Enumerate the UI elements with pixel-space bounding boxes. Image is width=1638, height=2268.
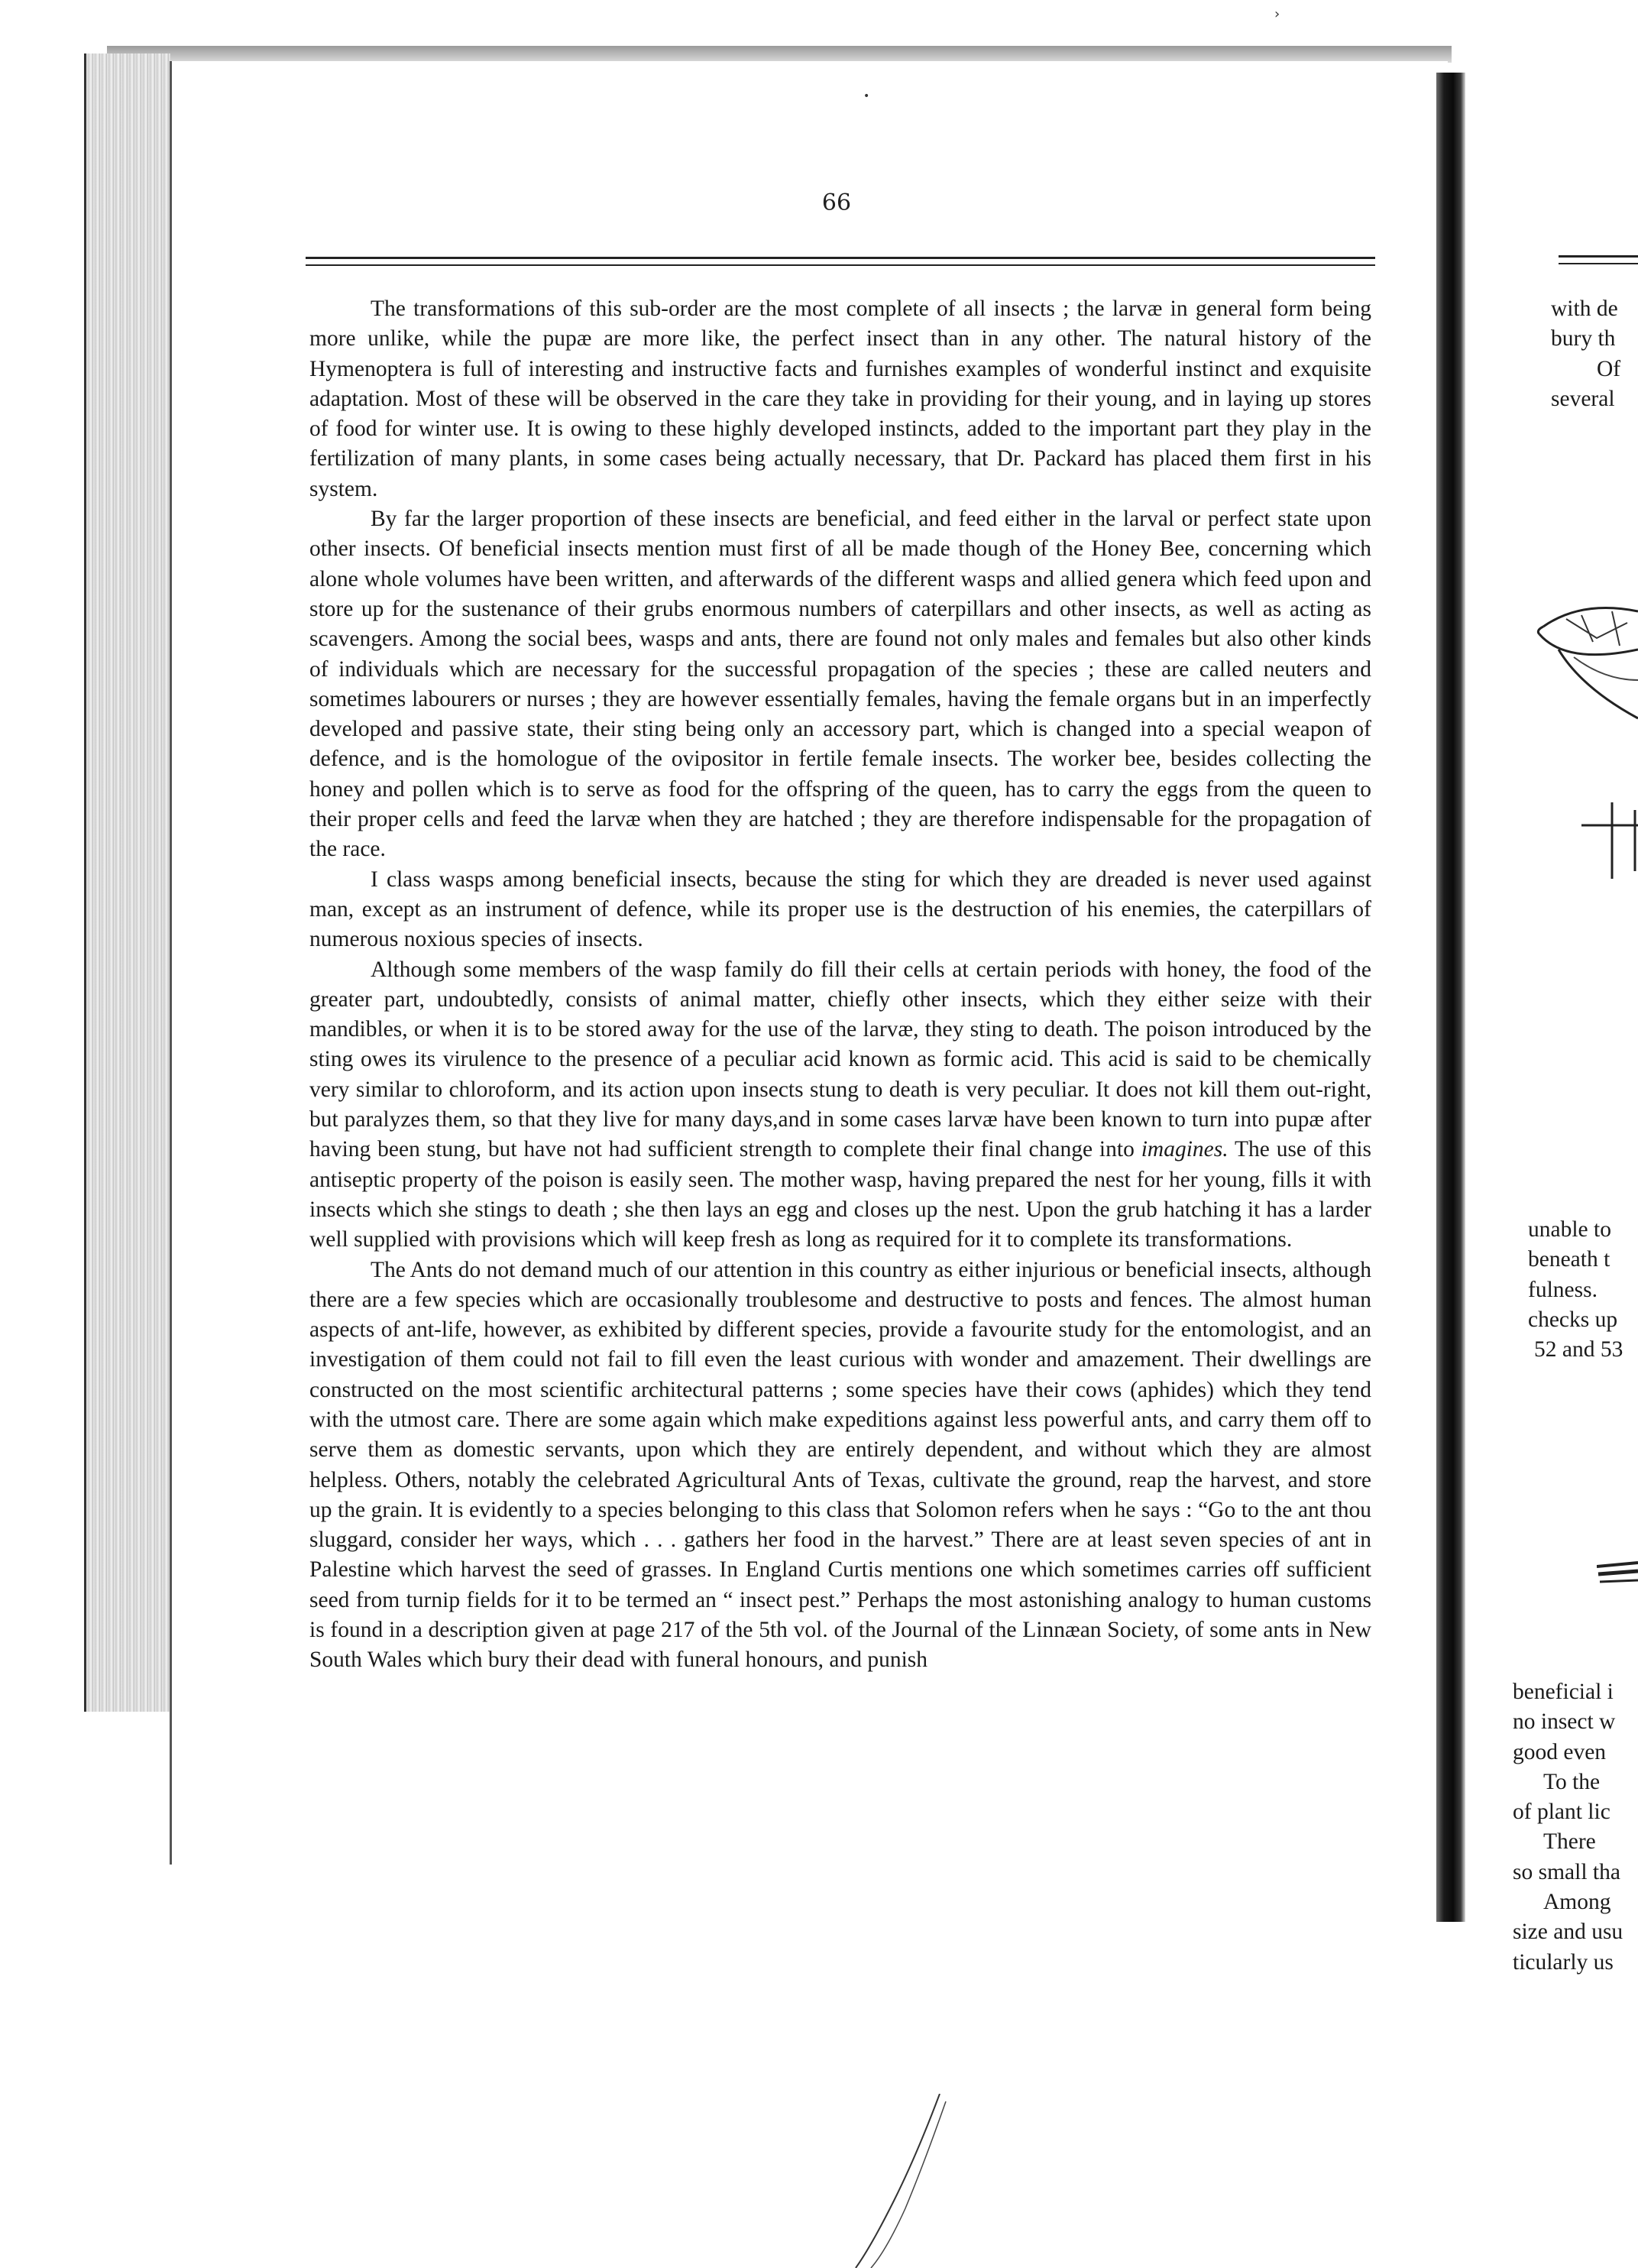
right-line: Among: [1543, 1890, 1611, 1915]
right-page-text-bottom: [1513, 1677, 1623, 1978]
body-text: [309, 294, 1371, 1676]
right-line: There: [1543, 1829, 1596, 1855]
right-line: of plant lic: [1513, 1800, 1610, 1825]
insect-part-illustration: [1597, 1551, 1638, 1597]
right-page-text-top: [1551, 294, 1620, 414]
book-gutter: [1436, 73, 1465, 1922]
paragraph-4: [309, 955, 1371, 1256]
right-line: checks up: [1528, 1307, 1618, 1332]
right-line: fulness.: [1528, 1277, 1598, 1302]
paragraph-3: I class wasps among beneficial insects, because the sting for which they are dreaded is never used against man, except as an instrument of defence, while its proper use is the destruction of his enemies, the caterpillars of numerous noxious species of insects.: [309, 867, 1371, 952]
insect-wing-illustration: [1536, 596, 1638, 734]
paragraph-5: The Ants do not demand much of our attention in this country as either injurious or beneficial insects, although there are a few species which are occasionally troublesome and destructive to posts and fences. The almost human aspects of ant-life, however, as exhibited by different species, provide a favourite study for the entomologist, and an investigation of them could not fail to fill even the least curious with wonder and amazement. Their dwellings are constructed on the most scientific architectural patterns ; some species have their cows (aphides) which they tend with the utmost care. There are some again which make expeditions against less powerful ants, and carry them off to serve them as domestic servants, upon which they are entirely dependent, and without which they are almost helpless. Others, notably the celebrated Agricultural Ants of Texas, cultivate the ground, reap the harvest, and store up the grain. It is evidently to a species belonging to this class that Solomon refers when he says : “Go to the ant thou sluggard, consider her ways, which . . . gathers her food in the harvest.” There are at least seven species of ant in Palestine which harvest the seed of grasses. In England Curtis mentions one which sometimes carries off sufficient seed from turnip fields for it to be termed an “ insect pest.” Perhaps the most astonishing analogy to human customs is found in a description given at page 217 of the 5th vol. of the Journal of the Linnæan Society, of some ants in New South Wales which bury their dead with funeral honours, and punish: [309, 1257, 1372, 1673]
header-rule: [306, 257, 1375, 266]
paragraph-4-text: Although some members of the wasp family do fill their cells at certain periods with honey, the food of the greater part, undoubtedly, consists of animal matter, chiefly other insects, which they either seize with their mandibles, or when it is to be stored away for the use of the larvæ, they sting to death. The poison introduced by the sting owes its virulence to the presence of a peculiar acid known as formic acid. This acid is said to be chemically very similar to chloroform, and its action upon insects stung to death is very peculiar. It does not kill them out-right, but paralyzes them, so that they live for many days,and in some cases larvæ have been known to turn into pupæ after having been stung, but have not had sufficient strength to complete their final change into: [309, 957, 1371, 1162]
right-line: bury th: [1551, 326, 1616, 352]
right-line: size and usu: [1513, 1920, 1623, 1945]
italic-term: imagines.: [1141, 1137, 1228, 1162]
right-line: several: [1551, 386, 1615, 411]
paragraph-2: By far the larger proportion of these insects are beneficial, and feed either in the larval or perfect state upon other insects. Of beneficial insects mention must first of all be made though of the Honey Bee, concerning which alone whole volumes have been written, and afterwards of the different wasps and allied genera which feed upon and store up for the sustenance of their grubs enormous numbers of caterpillars and other insects, as well as acting as scavengers. Among the social bees, wasps and ants, there are found not only males and females but also other kinds of individuals which are necessary for the successful propagation of the species ; these are called neuters and sometimes labourers or nurses ; they are however essentially females, having the female organs but in an imperfectly developed and passive state, their sting being only an accessory part, which is changed into a special weapon of defence, and is the homologue of the ovipositor in fertile female insects. The worker bee, besides collecting the honey and pollen which is to serve as food for the offspring of the queen, has to carry the eggs from the queen to their proper cells and feed the larvæ when they are hatched ; they are therefore indispensable for the propagation of the race.: [309, 507, 1371, 862]
stray-dot: •: [863, 90, 870, 102]
book-top-edge: [107, 46, 1452, 63]
page-number: 66: [821, 190, 852, 216]
paragraph-1: The transformations of this sub-order are the most complete of all insects ; the larvæ in general form being more unlike, while the pupæ are more like, the perfect insect than in any other. The natural history of the Hymenoptera is full of interesting and instructive facts and furnishes examples of wonderful instinct and exquisite adaptation. Most of these will be observed in the care they take in providing for their young, and in laying up stores of food for winter use. It is owing to these highly developed instincts, added to the important part they play in the fertilization of many plants, in some cases being actually necessary, that Dr. Packard has placed them first in his system.: [309, 296, 1371, 501]
right-line: no insect w: [1513, 1709, 1616, 1735]
right-line: unable to: [1528, 1217, 1611, 1242]
insect-sting-illustration: [1581, 795, 1638, 886]
right-line: beneath t: [1528, 1247, 1610, 1272]
right-line: good even: [1513, 1739, 1607, 1764]
right-line: To the: [1543, 1769, 1601, 1794]
right-page-text-middle: [1528, 1215, 1623, 1365]
right-line: 52 and 53: [1534, 1337, 1623, 1362]
stray-mark-top: ›: [1274, 6, 1280, 22]
right-line: with de: [1551, 296, 1618, 321]
right-line: so small tha: [1513, 1859, 1620, 1884]
right-line: beneficial i: [1513, 1680, 1614, 1704]
book-page-edges: [84, 53, 170, 1712]
right-page-header-rule: [1559, 255, 1638, 264]
paragraph-4-tail: The use of this antiseptic property of the poison is easily seen. The mother wasp, having prepared the nest for her young, fills it with insects which she stings to death ; she then lays an egg and closes up the nest. Upon the grub hatching it has a larder well supplied with provisions which will keep fresh as long as required for it to complete its transformations.: [309, 1137, 1371, 1252]
right-line: Of: [1597, 356, 1621, 381]
right-line: ticularly us: [1513, 1949, 1614, 1975]
paper-crease-mark: [848, 2094, 955, 2268]
